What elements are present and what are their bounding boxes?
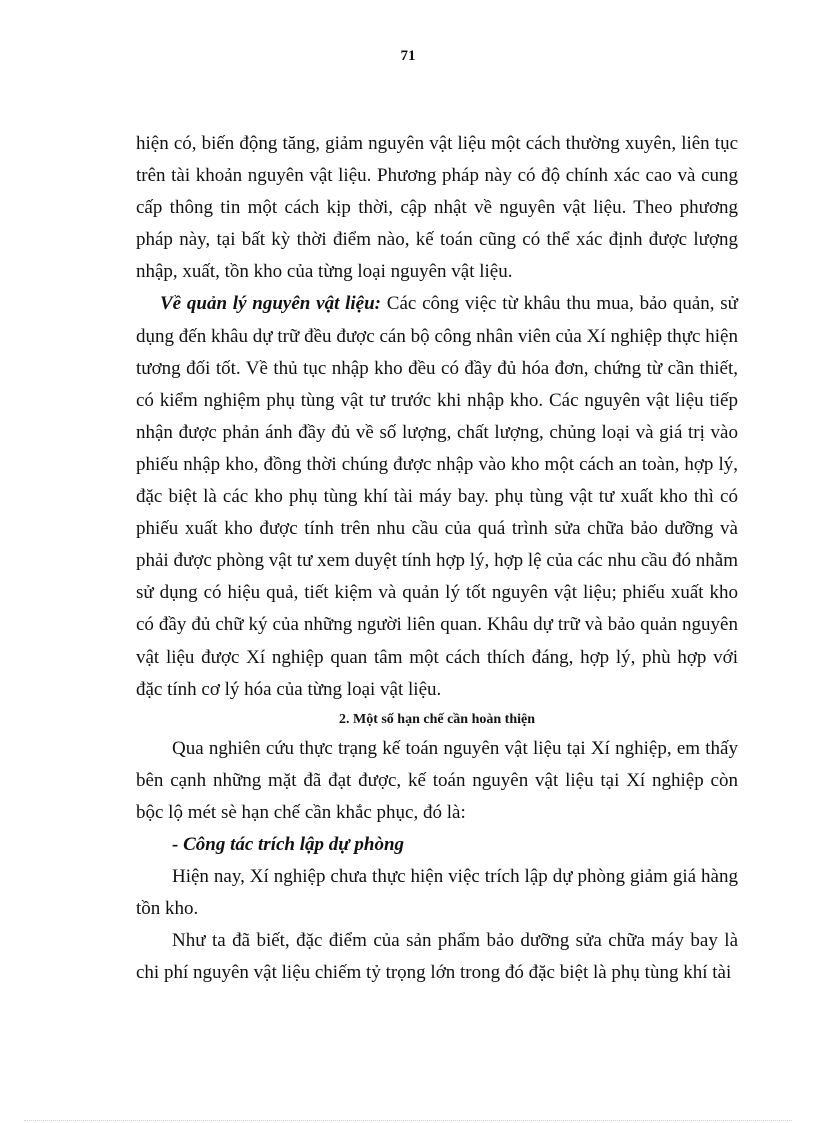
section-heading: 2. Một số hạn chế cần hoàn thiện bbox=[338, 711, 536, 727]
paragraph-material-management bbox=[136, 288, 738, 705]
paragraph-lead: Về quản lý nguyên vật liệu: bbox=[160, 293, 382, 315]
paragraph-body: Các công việc từ khâu thu mua, bảo quản, sử dụng đến khâu dự trữ đều được cán bộ công nhân viên của Xí nghiệp thực hiện tương đối tốt. Về thủ tục nhập kho đều có đầy đủ hóa đơn, chứng từ cần thiết, có kiểm nghiệm phụ tùng vật tư trước khi nhập kho. Các nguyên vật liệu tiếp nhận được phản ánh đầy đủ về số lượng, chất lượng, chủng loại và giá trị vào phiếu nhập kho, đồng thời chúng được nhập vào kho một cách an toàn, hợp lý, đặc biệt là các kho phụ tùng khí tài máy bay. phụ tùng vật tư xuất kho thì có phiếu xuất kho được tính trên nhu cầu của quá trình sửa chữa bảo dưỡng và phải được phòng vật tư xem duyệt tính hợp lý, hợp lệ của các nhu cầu đó nhằm sử dụng có hiệu quả, tiết kiệm và quản lý tốt nguyên vật liệu; phiếu xuất kho có đầy đủ chữ ký của những người liên quan. Khâu dự trữ và bảo quản nguyên vật liệu được Xí nghiệp quan tâm một cách thích đáng, hợp lý, phù hợp với đặc tính cơ lý hóa của từng loại vật liệu. bbox=[136, 293, 738, 700]
paragraph-inventory-method: hiện có, biến động tăng, giảm nguyên vật liệu một cách thường xuyên, liên tục trên tài khoản nguyên vật liệu. Phương pháp này có độ chính xác cao và cung cấp thông tin một cách kịp thời, cập nhật về nguyên vật liệu. Theo phương pháp này, tại bất kỳ thời điểm nào, kế toán cũng có thể xác định được lượng nhập, xuất, tồn kho của từng loại nguyên vật liệu. bbox=[136, 133, 738, 283]
subheading-provision: - Công tác trích lập dự phòng bbox=[172, 833, 405, 855]
page-body bbox=[136, 128, 738, 989]
paragraph-limitations-intro: Qua nghiên cứu thực trạng kế toán nguyên vật liệu tại Xí nghiệp, em thấy bên cạnh những mặt đã đạt được, kế toán nguyên vật liệu tại Xí nghiệp còn bộc lộ mét sè hạn chế cần khắc phục, đó là: bbox=[136, 737, 738, 823]
paragraph-provision-status: Hiện nay, Xí nghiệp chưa thực hiện việc trích lập dự phòng giảm giá hàng tồn kho. bbox=[136, 866, 738, 920]
page-number: 71 bbox=[400, 48, 416, 64]
paragraph-product-characteristics: Như ta đã biết, đặc điểm của sản phẩm bảo dưỡng sửa chữa máy bay là chi phí nguyên vật liệu chiếm tỷ trọng lớn trong đó đặc biệt là phụ tùng khí tài bbox=[136, 930, 738, 984]
page-bottom-divider bbox=[24, 1120, 792, 1121]
